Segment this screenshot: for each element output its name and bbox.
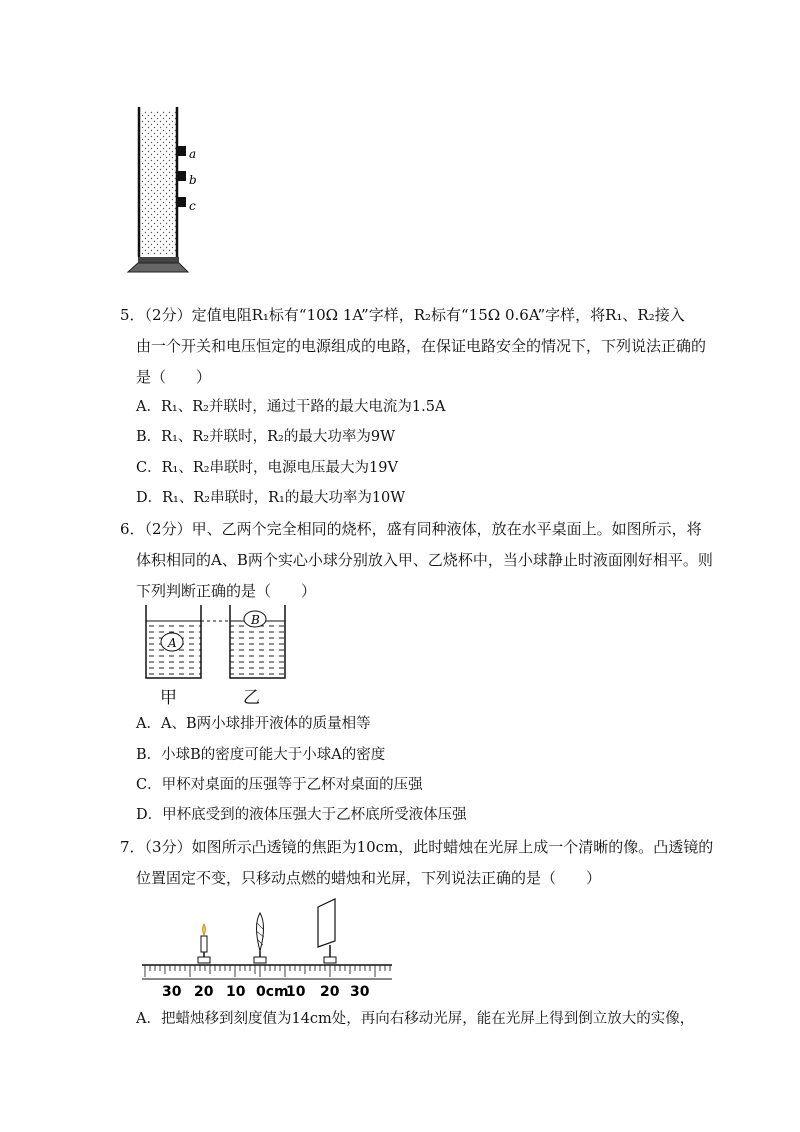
ruler-ticks: [145, 965, 390, 977]
ball-a-label: A: [168, 636, 177, 650]
light-screen: [318, 899, 336, 963]
optical-bench-figure: [140, 895, 400, 1000]
option-b: B．R₁、R₂并联时，R₂的最大功率为9W: [136, 429, 395, 445]
ruler-label: 20: [194, 984, 214, 1000]
ruler-label: 0cm: [256, 984, 289, 1000]
label-b: b: [189, 173, 197, 187]
question-stem-line: 下列判断正确的是（ ）: [136, 582, 317, 600]
option-b: B．小球B的密度可能大于小球A的密度: [136, 747, 386, 763]
convex-lens: [254, 913, 266, 963]
option-c: C．R₁、R₂串联时，电源电压最大为19V: [136, 460, 398, 476]
question-5: [120, 300, 707, 393]
ruler-label: 10: [286, 984, 306, 1000]
figure-label-yi: 乙: [243, 688, 260, 708]
hole-a: [177, 146, 186, 156]
option-c: C．甲杯对桌面的压强等于乙杯对桌面的压强: [136, 777, 423, 793]
label-c: c: [189, 199, 196, 213]
label-a: a: [189, 147, 197, 161]
question-6: [120, 514, 713, 607]
question-stem-line: 体积相同的A、B两个实心小球分别放入甲、乙烧杯中，当小球静止时液面刚好相平。则: [136, 551, 713, 569]
ruler-label: 10: [226, 984, 246, 1000]
option-a: A．R₁、R₂并联时，通过干路的最大电流为1.5A: [136, 399, 446, 415]
question-number: 5．: [120, 306, 145, 324]
question-stem-line: 位置固定不变，只移动点燃的蜡烛和光屏，下列说法正确的是（ ）: [136, 869, 602, 887]
ruler-label: 30: [162, 984, 182, 1000]
ruler-label: 20: [320, 984, 340, 1000]
liquid-yi: [230, 622, 285, 677]
question-stem-line: 是（ ）: [136, 368, 212, 386]
option-a: A．A、B两小球排开液体的质量相等: [136, 716, 371, 732]
cylinder-figure: [120, 105, 220, 275]
question-stem-line: （2分）甲、乙两个完全相同的烧杯，盛有同种液体，放在水平桌面上。如图所示，将: [144, 520, 702, 538]
question-number: 7．: [120, 838, 145, 856]
option-d: D．R₁、R₂串联时，R₁的最大功率为10W: [136, 490, 406, 506]
figure-label-jia: 甲: [160, 688, 177, 708]
cylinder-base: [128, 263, 188, 272]
question-stem-line: （3分）如图所示凸透镜的焦距为10cm，此时蜡烛在光屏上成一个清晰的像。凸透镜的: [144, 838, 714, 856]
option-a: A．把蜡烛移到刻度值为14cm处，再向右移动光屏，能在光屏上得到倒立放大的实像，: [136, 1011, 695, 1027]
beakers-figure: [138, 605, 298, 680]
question-7: [120, 832, 714, 894]
ball-b-label: B: [251, 613, 260, 627]
flame-icon: [203, 924, 206, 935]
option-d: D．甲杯底受到的液体压强大于乙杯底所受液体压强: [136, 807, 467, 823]
candle: [198, 924, 210, 963]
question-stem-line: （2分）定值电阻R₁标有“10Ω 1A”字样，R₂标有“15Ω 0.6A”字样，将R₁、R₂接入: [144, 306, 685, 324]
question-number: 6．: [120, 520, 145, 538]
cylinder-base-top: [138, 257, 179, 263]
hole-b: [177, 171, 186, 181]
ruler-label: 30: [350, 984, 370, 1000]
hole-c: [177, 197, 186, 207]
question-stem-line: 由一个开关和电压恒定的电源组成的电路，在保证电路安全的情况下，下列说法正确的: [136, 337, 707, 355]
